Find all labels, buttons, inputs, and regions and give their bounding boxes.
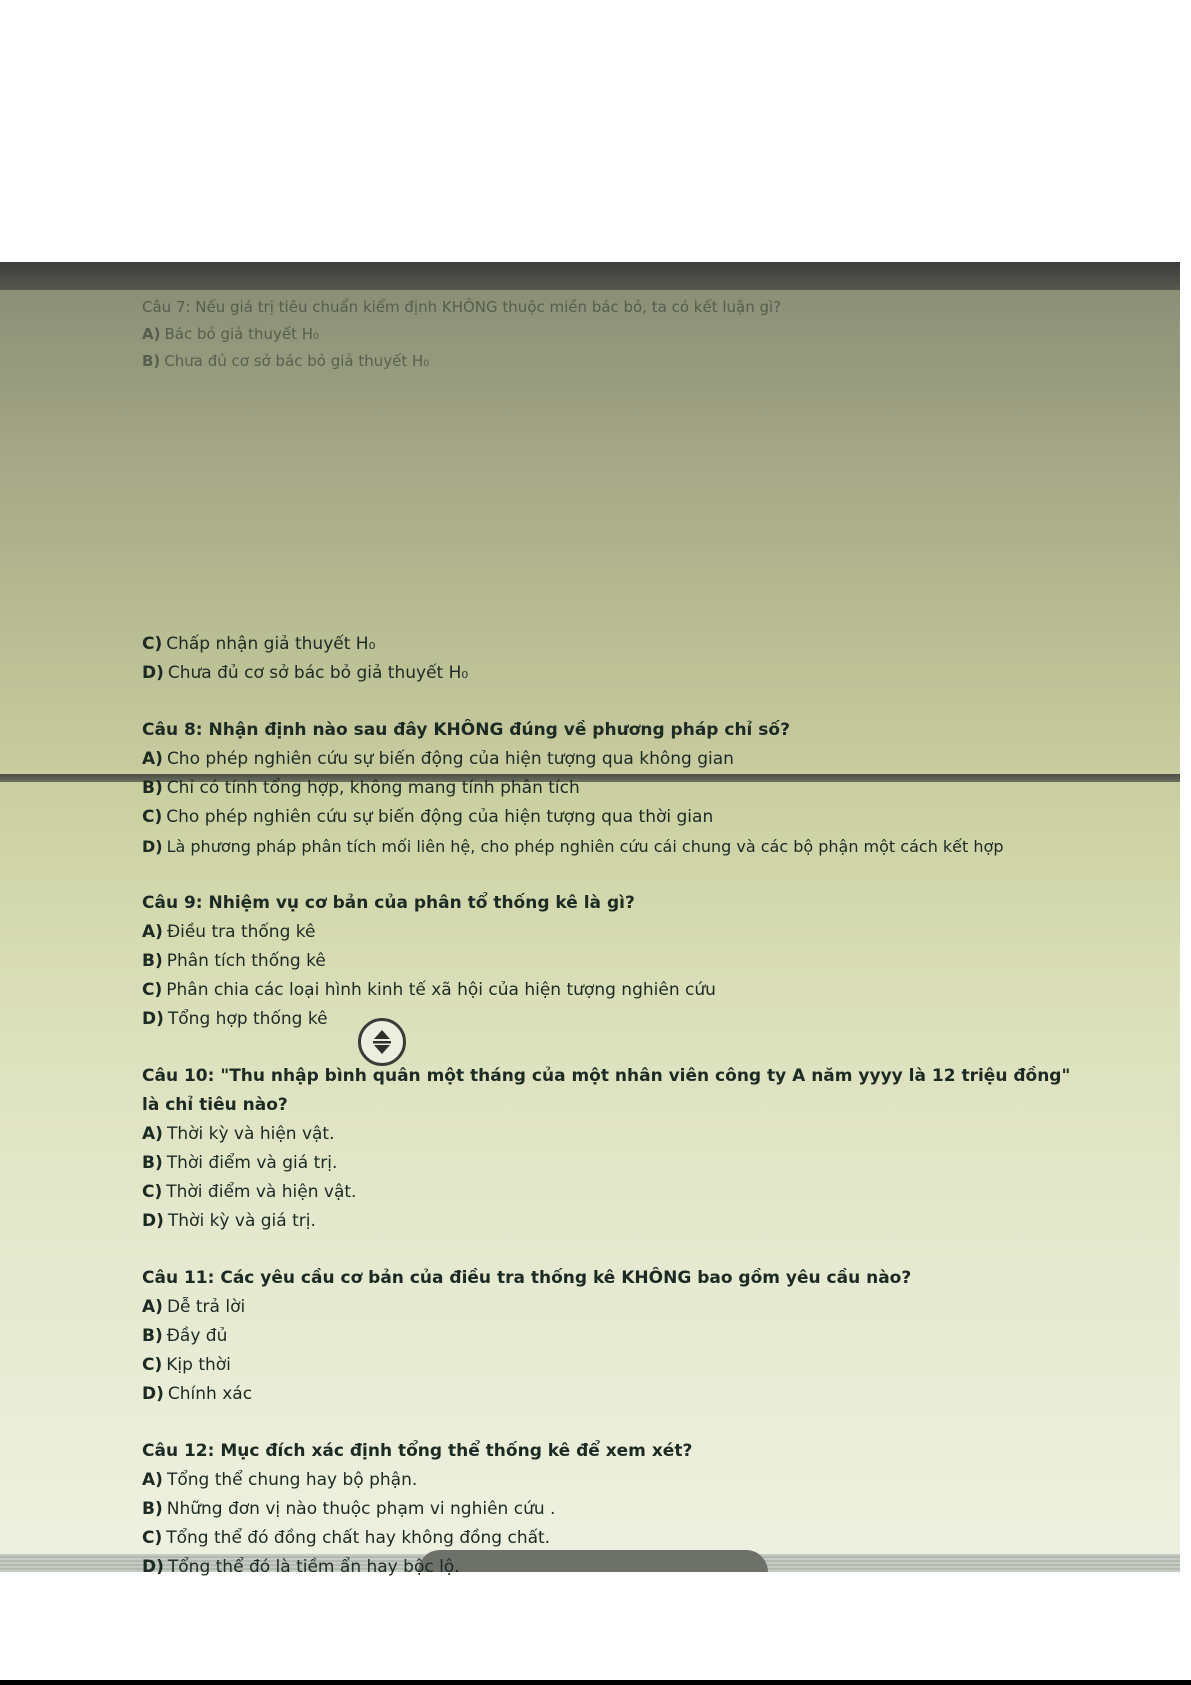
question-7-lower bbox=[142, 630, 1092, 1582]
option-text: Điều tra thống kê bbox=[166, 922, 316, 942]
question-7-option-b bbox=[142, 348, 781, 375]
question-12-option-a bbox=[142, 1466, 1092, 1495]
option-letter: A) bbox=[142, 1297, 163, 1317]
question-10-option-c bbox=[142, 1178, 1092, 1207]
question-10-option-d bbox=[142, 1207, 1092, 1236]
option-letter: B) bbox=[142, 951, 163, 971]
question-7-heading: Câu 7: Nếu giá trị tiêu chuẩn kiểm định KHÔNG thuộc miền bác bỏ, ta có kết luận gì? bbox=[142, 298, 782, 316]
question-8-option-b bbox=[142, 774, 1092, 803]
option-letter: A) bbox=[142, 749, 163, 769]
option-letter: B) bbox=[142, 352, 161, 370]
scroll-arrows-icon[interactable] bbox=[358, 1018, 406, 1066]
option-letter: C) bbox=[142, 634, 163, 654]
option-text: Kịp thời bbox=[166, 1355, 231, 1375]
option-letter: A) bbox=[142, 1470, 163, 1490]
option-letter: A) bbox=[142, 922, 163, 942]
option-letter: B) bbox=[142, 1326, 163, 1346]
option-text: Chấp nhận giả thuyết H₀ bbox=[166, 634, 376, 654]
question-7-upper bbox=[142, 294, 781, 375]
option-letter: C) bbox=[142, 980, 163, 1000]
option-letter: C) bbox=[142, 1182, 163, 1202]
option-text: Phân tích thống kê bbox=[166, 951, 326, 971]
option-letter: D) bbox=[142, 663, 164, 683]
option-text: Tổng thể chung hay bộ phận. bbox=[166, 1470, 418, 1490]
option-text: Tổng thể đó đồng chất hay không đồng chất. bbox=[166, 1528, 551, 1548]
question-7-option-d bbox=[142, 659, 1092, 688]
question-8-heading: Câu 8: Nhận định nào sau đây KHÔNG đúng về phương pháp chỉ số? bbox=[142, 720, 790, 740]
question-9-option-b bbox=[142, 947, 1092, 976]
question-7-option-c bbox=[142, 630, 1092, 659]
option-text: Chưa đủ cơ sở bác bỏ giả thuyết H₀ bbox=[164, 352, 430, 370]
question-9-option-c bbox=[142, 976, 1092, 1005]
question-9-option-a bbox=[142, 918, 1092, 947]
option-text: Chỉ có tính tổng hợp, không mang tính phân tích bbox=[166, 778, 580, 798]
option-text: Tổng thể đó là tiềm ẩn hay bộc lộ. bbox=[167, 1557, 460, 1577]
option-text: Đầy đủ bbox=[166, 1326, 228, 1346]
question-10-option-b bbox=[142, 1149, 1092, 1178]
question-11-option-d bbox=[142, 1380, 1092, 1409]
question-9-heading: Câu 9: Nhiệm vụ cơ bản của phân tổ thống kê là gì? bbox=[142, 893, 635, 913]
screen-top-bezel bbox=[0, 262, 1180, 290]
option-letter: D) bbox=[142, 1009, 164, 1029]
question-11-option-c bbox=[142, 1351, 1092, 1380]
option-text: Thời điểm và giá trị. bbox=[166, 1153, 338, 1173]
option-text: Thời điểm và hiện vật. bbox=[166, 1182, 357, 1202]
option-letter: D) bbox=[142, 1384, 164, 1404]
option-text: Thời kỳ và hiện vật. bbox=[166, 1124, 335, 1144]
question-12-option-d bbox=[142, 1553, 1092, 1582]
bottom-edge-line bbox=[0, 1680, 1191, 1685]
option-letter: B) bbox=[142, 778, 163, 798]
option-letter: D) bbox=[142, 1211, 164, 1231]
option-text: Là phương pháp phân tích mối liên hệ, cho phép nghiên cứu cái chung và các bộ phận một cách kết hợp bbox=[166, 837, 1004, 856]
option-text: Dễ trả lời bbox=[166, 1297, 246, 1317]
question-10-option-a bbox=[142, 1120, 1092, 1149]
option-letter: A) bbox=[142, 325, 161, 343]
option-text: Chính xác bbox=[167, 1384, 253, 1404]
option-text: Cho phép nghiên cứu sự biến động của hiện tượng qua thời gian bbox=[166, 807, 714, 827]
question-11-option-a bbox=[142, 1293, 1092, 1322]
option-letter: C) bbox=[142, 807, 163, 827]
question-10-heading: Câu 10: "Thu nhập bình quân một tháng của một nhân viên công ty A năm yyyy là 12 triệu đồng" là chỉ tiêu nào? bbox=[142, 1066, 1071, 1115]
option-text: Cho phép nghiên cứu sự biến động của hiện tượng qua không gian bbox=[166, 749, 734, 769]
question-9-option-d bbox=[142, 1005, 1092, 1034]
question-8-option-c bbox=[142, 803, 1092, 832]
option-text: Những đơn vị nào thuộc phạm vi nghiên cứu . bbox=[166, 1499, 556, 1519]
question-12-option-b bbox=[142, 1495, 1092, 1524]
option-letter: C) bbox=[142, 1355, 163, 1375]
option-letter: B) bbox=[142, 1153, 163, 1173]
option-text: Bác bỏ giả thuyết H₀ bbox=[164, 325, 320, 343]
scroll-arrows-glyph bbox=[367, 1027, 397, 1057]
option-letter: D) bbox=[142, 837, 163, 856]
option-text: Chưa đủ cơ sở bác bỏ giả thuyết H₀ bbox=[167, 663, 469, 683]
option-text: Thời kỳ và giá trị. bbox=[167, 1211, 316, 1231]
question-12-heading: Câu 12: Mục đích xác định tổng thể thống kê để xem xét? bbox=[142, 1441, 693, 1461]
question-12-option-c bbox=[142, 1524, 1092, 1553]
option-letter: B) bbox=[142, 1499, 163, 1519]
question-7-option-a bbox=[142, 321, 781, 348]
question-11-heading: Câu 11: Các yêu cầu cơ bản của điều tra thống kê KHÔNG bao gồm yêu cầu nào? bbox=[142, 1268, 912, 1288]
option-text: Tổng hợp thống kê bbox=[167, 1009, 328, 1029]
question-8-option-d bbox=[142, 832, 1092, 861]
question-8-option-a bbox=[142, 745, 1092, 774]
question-11-option-b bbox=[142, 1322, 1092, 1351]
option-letter: C) bbox=[142, 1528, 163, 1548]
option-letter: D) bbox=[142, 1557, 164, 1577]
option-letter: A) bbox=[142, 1124, 163, 1144]
option-text: Phân chia các loại hình kinh tế xã hội của hiện tượng nghiên cứu bbox=[166, 980, 716, 1000]
